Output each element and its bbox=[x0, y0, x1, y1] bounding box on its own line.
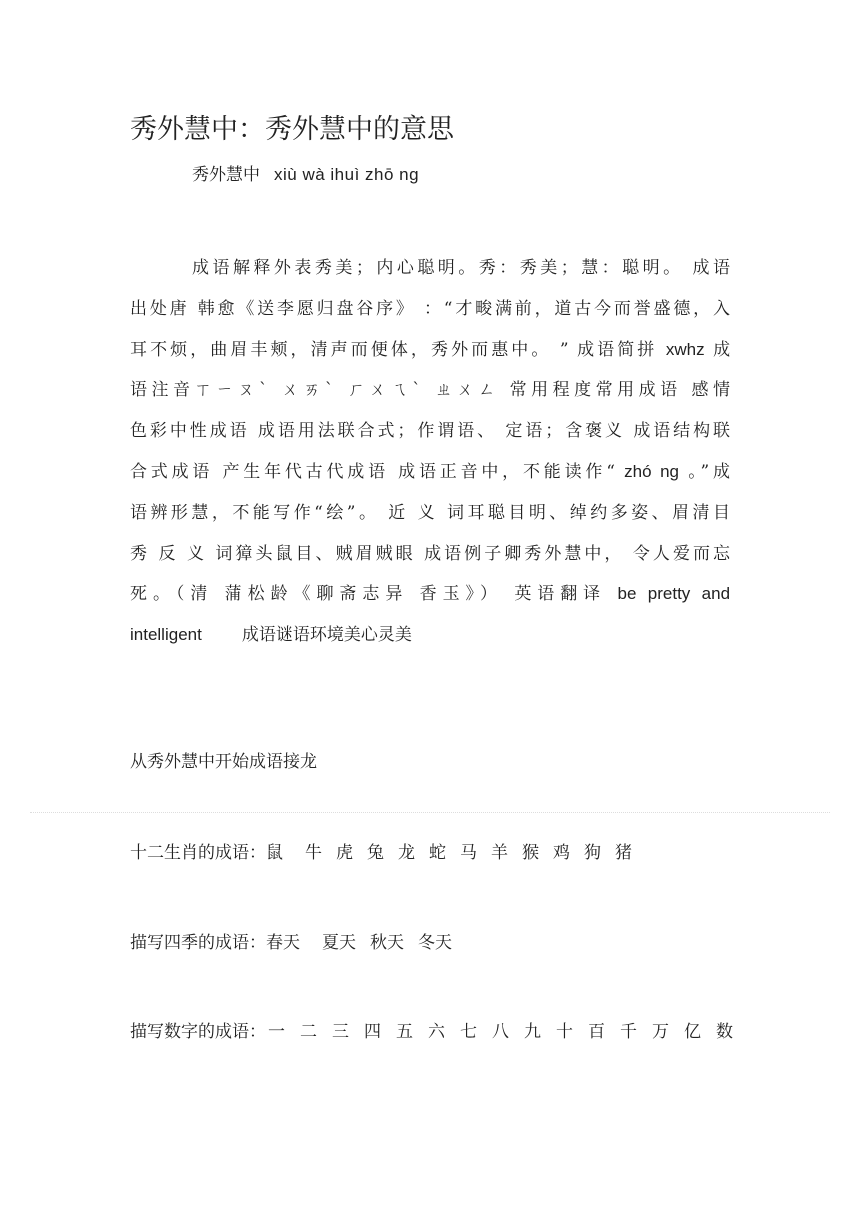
zodiac-item: 兔 bbox=[367, 843, 384, 863]
text-segment: 词獐头鼠目、贼眉贼眼 bbox=[215, 543, 416, 564]
numbers-label: 描写数字的成语： bbox=[130, 1022, 266, 1042]
text-segment: 。”成 bbox=[688, 461, 730, 482]
detail-line-4 bbox=[130, 370, 730, 411]
detail-line-9 bbox=[130, 574, 730, 615]
text-segment: 成语结构联 bbox=[633, 421, 730, 442]
divider bbox=[30, 812, 830, 813]
text-segment: 出处唐 bbox=[130, 298, 190, 319]
text-segment: 死。（清 bbox=[130, 584, 214, 605]
text-segment: 定语；含褒义 bbox=[505, 421, 625, 442]
text-segment: be bbox=[617, 584, 637, 604]
text-segment: 常用程度常用成语 bbox=[509, 380, 682, 401]
number-item: 千 bbox=[620, 1022, 637, 1042]
detail-line-1 bbox=[130, 248, 730, 289]
text-segment: 成 bbox=[713, 339, 730, 360]
season-item: 夏天 bbox=[322, 933, 356, 953]
zodiac-item: 虎 bbox=[336, 843, 353, 863]
idiom-details bbox=[130, 248, 730, 656]
text-segment: 英语翻译 bbox=[514, 584, 607, 605]
text-segment: 义 bbox=[417, 502, 439, 523]
text-segment: 耳不烦，曲眉丰颊，清声而便体，秀外而惠中。 bbox=[130, 339, 552, 360]
number-item: 五 bbox=[396, 1022, 413, 1042]
season-item: 秋天 bbox=[370, 933, 404, 953]
number-item: 二 bbox=[300, 1022, 317, 1042]
number-item: 六 bbox=[428, 1022, 445, 1042]
number-item: 四 bbox=[364, 1022, 381, 1042]
number-item: 数 bbox=[716, 1022, 733, 1042]
zodiac-item: 狗 bbox=[584, 843, 601, 863]
pinyin-line bbox=[192, 162, 419, 188]
text-segment: 反 bbox=[158, 543, 179, 564]
season-idioms bbox=[130, 930, 452, 956]
text-segment: 成语谜语环境美心灵美 bbox=[241, 625, 412, 646]
text-segment: 香玉》） bbox=[419, 584, 503, 605]
text-segment: 蒲松龄《聊斋志异 bbox=[224, 584, 409, 605]
zodiac-item: 牛 bbox=[305, 843, 322, 863]
number-item: 七 bbox=[460, 1022, 477, 1042]
zodiac-item: 羊 bbox=[491, 843, 508, 863]
zodiac-item: 马 bbox=[460, 843, 477, 863]
text-segment: 合式成语 bbox=[130, 461, 214, 482]
page-title: 秀外慧中：秀外慧中的意思 bbox=[130, 114, 454, 145]
number-item: 亿 bbox=[684, 1022, 701, 1042]
number-item: 一 bbox=[268, 1022, 285, 1042]
text-segment: 秀 bbox=[130, 543, 151, 564]
text-segment: 感情 bbox=[691, 380, 730, 401]
text-segment: pretty bbox=[647, 584, 691, 604]
text-segment: 成语例子卿秀外慧中， bbox=[424, 543, 625, 564]
text-segment: 语辨形慧，不能写作“绘”。 bbox=[130, 502, 380, 523]
text-segment: ㄓㄨㄥ bbox=[435, 380, 500, 401]
text-segment: 成语 bbox=[692, 258, 730, 278]
text-segment: 成语正音中，不能读作“ bbox=[398, 461, 615, 482]
number-item: 三 bbox=[332, 1022, 349, 1042]
detail-line-5 bbox=[130, 411, 730, 452]
text-segment: 语注音ㄒㄧㄡˋ bbox=[130, 380, 272, 401]
solitaire-heading: 从秀外慧中开始成语接龙 bbox=[130, 752, 317, 772]
text-segment: 词耳聪目明、绰约多姿、眉清目 bbox=[446, 502, 730, 523]
number-idioms bbox=[130, 1019, 733, 1045]
idiom-word: 秀外慧中 bbox=[192, 165, 260, 185]
text-segment: zhó ng bbox=[624, 461, 679, 481]
number-item: 九 bbox=[524, 1022, 541, 1042]
detail-line-7 bbox=[130, 493, 730, 534]
idiom-pinyin: xiù wà ihuì zhō ng bbox=[274, 165, 420, 184]
text-segment: ㄏㄨㄟˋ bbox=[347, 380, 426, 401]
detail-line-6 bbox=[130, 452, 730, 493]
text-segment: ：“才畯满前，道古今而誉盛德，入 bbox=[423, 298, 730, 319]
text-segment: intelligent bbox=[130, 625, 202, 645]
zodiac-item: 猪 bbox=[615, 843, 632, 863]
detail-line-2 bbox=[130, 289, 730, 330]
text-segment: ㄨㄞˋ bbox=[281, 380, 338, 401]
zodiac-item: 鸡 bbox=[553, 843, 570, 863]
text-segment: xwhz bbox=[665, 339, 705, 359]
text-segment: and bbox=[701, 584, 730, 604]
number-item: 百 bbox=[588, 1022, 605, 1042]
text-segment: 义 bbox=[186, 543, 207, 564]
detail-line-10 bbox=[130, 615, 730, 656]
detail-line-8 bbox=[130, 534, 730, 575]
text-segment: 近 bbox=[388, 502, 409, 523]
zodiac-label: 十二生肖的成语： bbox=[130, 843, 266, 863]
zodiac-item: 猴 bbox=[522, 843, 539, 863]
zodiac-item: 龙 bbox=[398, 843, 415, 863]
number-item: 八 bbox=[492, 1022, 509, 1042]
text-segment: 产生年代古代成语 bbox=[222, 461, 389, 482]
number-item: 十 bbox=[556, 1022, 573, 1042]
text-segment: 韩愈《送李愿归盘谷序》 bbox=[197, 298, 416, 319]
number-item: 万 bbox=[652, 1022, 669, 1042]
seasons-label: 描写四季的成语： bbox=[130, 933, 266, 953]
season-item: 冬天 bbox=[418, 933, 452, 953]
text-segment: 令人爱而忘 bbox=[632, 543, 730, 564]
text-segment: 色彩中性成语 bbox=[130, 421, 250, 442]
text-segment: ” bbox=[559, 339, 569, 360]
detail-line-3 bbox=[130, 330, 730, 371]
zodiac-idioms bbox=[130, 840, 632, 866]
season-item: 春天 bbox=[266, 933, 300, 953]
zodiac-item: 鼠 bbox=[266, 843, 283, 863]
text-segment: 成语简拼 bbox=[577, 339, 658, 360]
zodiac-item: 蛇 bbox=[429, 843, 446, 863]
text-segment: 成语用法联合式；作谓语、 bbox=[257, 421, 498, 442]
text-segment: 成语解释外表秀美；内心聪明。秀：秀美；慧：聪明。 bbox=[192, 258, 684, 278]
